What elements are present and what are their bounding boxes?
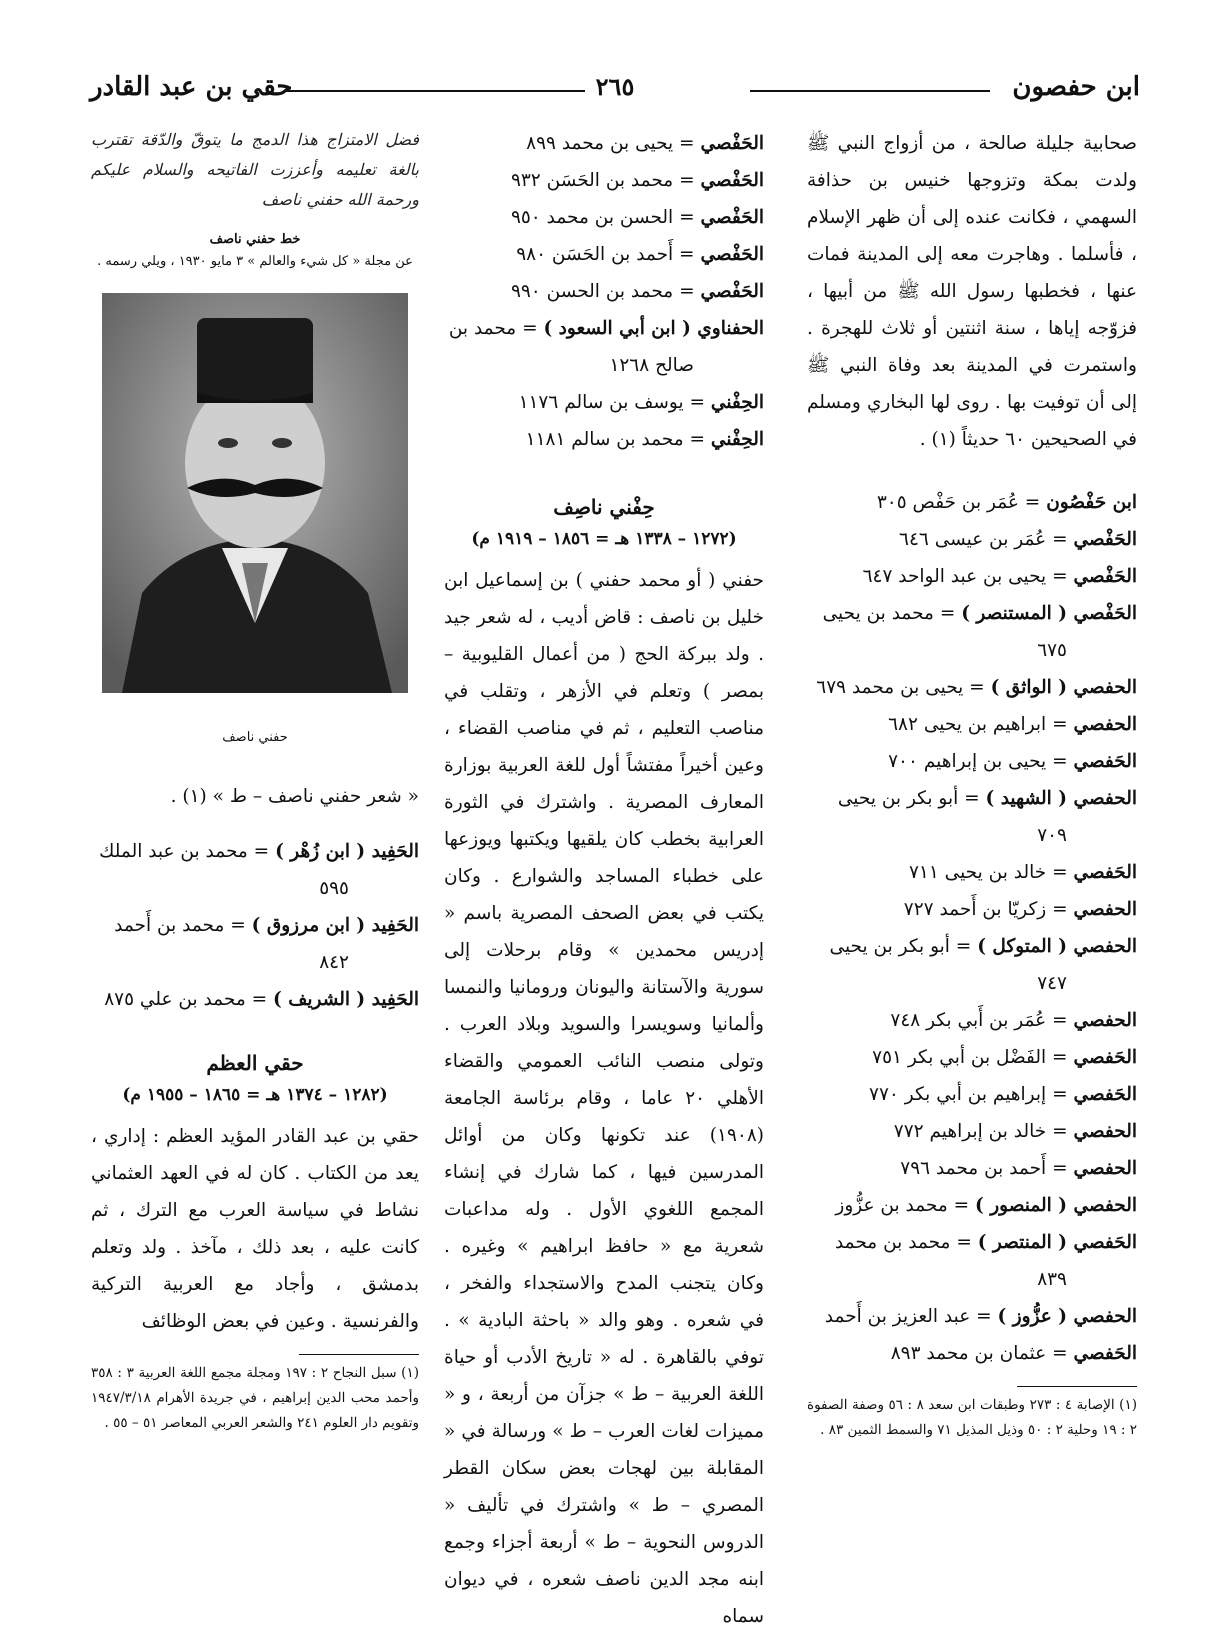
entry-continuation: ٨٤٢	[319, 952, 349, 973]
entry-head: الحَفصي	[1073, 1084, 1137, 1105]
index-entry	[444, 384, 764, 421]
handwriting-source: عن مجلة « كل شيء والعالم » ٣ مايو ١٩٣٠ ، ويلي رسمه .	[97, 254, 413, 269]
header-rule-right	[750, 90, 990, 92]
index-entry	[807, 521, 1137, 558]
index-entry	[91, 833, 419, 870]
bio-title-hifni: حِفْني ناصِف	[553, 495, 655, 519]
index-entry	[807, 891, 1137, 928]
index-entry	[807, 854, 1137, 891]
entry-head: الحَفْصي	[700, 207, 764, 228]
entry-continuation: ٧٠٩	[1037, 825, 1067, 846]
col3-footnote: (١) سبل النجاح ٢ : ١٩٧ ومجلة مجمع اللغة العربية ٣ : ٣٥٨ وأحمد محب الدين إبراهيم ، في جريدة الأهرام ١٩٤٧/٣/١٨ وتقويم دار العلوم ٢٤١ والشعر العربي المعاصر ٥١ – ٥٥ .	[91, 1365, 419, 1431]
entry-head: الحَفْصي	[700, 170, 764, 191]
entry-text: = الفَضْل بن أبي بكر ٧٥١	[872, 1047, 1074, 1068]
index-entry	[91, 907, 419, 944]
bio-text-haqqi: حقي بن عبد القادر المؤيد العظم : إداري ، يعد من الكتاب . كان له في العهد العثماني نشاط في سياسة العرب مع الترك ، ثم كانت عليه ، بعد ذلك ، مآخذ . ولد وتعلم بدمشق ، وأجاد مع العربية التركية والفرنسية . وعين في بعض الوظائف	[91, 1126, 419, 1332]
index-entry	[807, 669, 1137, 706]
entry-head: الحَفصي	[1073, 862, 1137, 883]
entry-head: الحفصي	[1073, 1158, 1137, 1179]
page-header	[90, 72, 1140, 112]
entry-continuation: ٧٤٧	[1037, 973, 1067, 994]
entry-head: الحفصي	[1073, 1010, 1137, 1031]
index-entry	[807, 1076, 1137, 1113]
col3-entries	[91, 833, 419, 1018]
index-entry	[444, 310, 764, 347]
index-entry	[807, 1335, 1137, 1372]
index-entry	[807, 1187, 1137, 1224]
entry-continuation: ٨٣٩	[1037, 1269, 1067, 1290]
footnote-rule-left	[299, 1354, 419, 1355]
entry-text: = محمد بن سالم ١١٨١	[525, 429, 711, 450]
entry-continuation: ٥٩٥	[319, 878, 349, 899]
entry-head: الحفصي	[1073, 899, 1137, 920]
entry-head: الحفصي ( الواثق )	[990, 677, 1137, 698]
entry-continuation: ٦٧٥	[1037, 640, 1067, 661]
entry-head: الحفصي	[1073, 1121, 1137, 1142]
entry-text: = محمد بن محمد	[834, 1232, 978, 1253]
col1-footnote: (١) الإصابة ٤ : ٢٧٣ وطبقات ابن سعد ٨ : ٥٦ وصفة الصفوة ٢ : ١٩ وحلية ٢ : ٥٠ وذيل المذيل ٧١ والسمط الثمين ٨٣ .	[807, 1397, 1137, 1438]
bio-text-hifni: حفني ( أو محمد حفني ) بن إسماعيل ابن خليل بن ناصف : قاض أديب ، له شعر جيد . ولد ببركة الحج ( من أعمال القليوبية – بمصر ) وتعلم في الأزهر ، وتقلب في مناصب التعليم ، ثم في مناصب القضاء ، وعين أخيراً مفتشاً أول للغة العربية بوزارة المعارف المصرية . واشترك في الثورة العرابية بخطب كان يلقيها ويكتبها ويوزعها على خطباء المساجد والشوارع . وكان يكتب في بعض الصحف المصرية باسم « إدريس محمدين » وقام برحلات إلى سورية والآستانة واليونان ورومانيا والنمسا وألمانيا وسويسرا والسويد وبلاد العرب . وتولى منصب النائب العمومي والقضاء الأهلي ٢٠ عاما ، وقام برئاسة الجامعة (١٩٠٨) عند تكونها وكان من أوائل المدرسين فيها ، كما شارك في إنشاء المجمع اللغوي الأول . وله مداعبات شعرية مع « حافظ ابراهيم » وغيره . وكان يتجنب المدح والاستجداء والفخر ، في شعره . وهو والد « باحثة البادية » . توفي بالقاهرة . له « تاريخ الأدب أو حياة اللغة العربية – ط » جزآن من أربعة ، و « مميزات لغات العرب – ط » ورسالة في « المقابلة بين لهجات بعض سكان القطر المصري – ط » واشترك في تأليف « الدروس النحوية – ط » أربعة أجزاء وجمع ابنه مجد الدين ناصف شعره ، في ديوان سماه	[444, 570, 764, 1627]
handwriting-caption: خط حفني ناصف	[209, 232, 301, 247]
portrait-photo	[102, 293, 408, 693]
entry-text: = يوسف بن سالم ١١٧٦	[518, 392, 711, 413]
entry-head: الحَفْصي	[1073, 529, 1137, 550]
entry-text: = خالد بن يحيى ٧١١	[908, 862, 1074, 883]
bio-dates-hifni: (١٢٧٢ – ١٣٣٨ هـ = ١٨٥٦ – ١٩١٩ م)	[471, 529, 737, 549]
col2-entries	[444, 125, 764, 458]
entry-text: = أبو بكر بن يحيى	[829, 936, 978, 957]
entry-head: الحِفْني	[710, 429, 764, 450]
index-entry	[807, 1224, 1137, 1261]
index-entry	[444, 421, 764, 458]
column-right	[807, 125, 1137, 1443]
entry-text: = زكريّا بن أَحمد ٧٢٧	[903, 899, 1074, 920]
entry-text: = محمد بن الحَسَن ٩٣٢	[510, 170, 701, 191]
entry-text: = الحسن بن محمد ٩٥٠	[510, 207, 701, 228]
bio-title-haqqi: حقي العظم	[206, 1051, 304, 1075]
index-entry	[444, 162, 764, 199]
index-entry	[444, 236, 764, 273]
entry-text: = يحيى بن محمد ٦٧٩	[816, 677, 991, 698]
index-entry	[807, 484, 1137, 521]
entry-text: = محمد بن الحسن ٩٩٠	[510, 281, 701, 302]
entry-head: الحَفِيد ( الشريف )	[273, 989, 419, 1010]
index-entry	[91, 981, 419, 1018]
entry-head: الحَفِيد ( ابن مرزوق )	[251, 915, 419, 936]
entry-text: = أَحمد بن الحَسَن ٩٨٠	[516, 244, 701, 265]
entry-head: الحَفصي	[1073, 1343, 1137, 1364]
entry-head: الحَفْصي	[700, 244, 764, 265]
column-middle	[444, 125, 764, 1635]
entry-text: = عبد العزيز بن أَحمد	[824, 1306, 998, 1327]
entry-head: الحفناوي ( ابن أبي السعود )	[543, 318, 764, 339]
index-entry	[807, 1039, 1137, 1076]
entry-head: الحَفْصي	[1073, 566, 1137, 587]
entry-head: الحفصي ( المنصور )	[975, 1195, 1137, 1216]
entry-text: = عُمَر بن حَفْص ٣٠٥	[876, 492, 1047, 513]
entry-text: = إبراهيم بن أبي بكر ٧٧٠	[869, 1084, 1074, 1105]
entry-head: ابن حَفْصُون	[1046, 492, 1137, 513]
entry-head: الحفصي ( المتوكل )	[977, 936, 1137, 957]
index-entry	[807, 1002, 1137, 1039]
entry-text: = محمد بن عزُّوز	[835, 1195, 976, 1216]
entry-text: = عثمان بن محمد ٨٩٣	[890, 1343, 1074, 1364]
entry-text: = خالد بن إبراهيم ٧٧٢	[893, 1121, 1074, 1142]
entry-text: = ابراهيم بن يحيى ٦٨٢	[888, 714, 1074, 735]
header-right-title: ابن حفصون	[1012, 72, 1140, 102]
col1-entries	[807, 484, 1137, 1372]
index-entry	[807, 595, 1137, 632]
entry-text: = يحيى بن عبد الواحد ٦٤٧	[862, 566, 1074, 587]
entry-head: الحَفْصي ( المستنصر )	[961, 603, 1137, 624]
portrait-illustration	[102, 293, 408, 693]
poetry-note: « شعر حفني ناصف – ط » (١) .	[170, 786, 419, 807]
entry-head: الحَفصي ( المنتصر )	[977, 1232, 1137, 1253]
column-left	[91, 125, 419, 1436]
entry-text: = عُمَر بن عيسى ٦٤٦	[899, 529, 1074, 550]
entry-text: = أَحمد بن محمد ٧٩٦	[900, 1158, 1074, 1179]
page-number: ٢٦٥	[595, 72, 635, 101]
entry-head: الحَفصي	[1073, 751, 1137, 772]
col1-intro: صحابية جليلة صالحة ، من أزواج النبي ﷺ ولدت بمكة وتزوجها خنيس بن حذافة السهمي ، فكانت عنده إلى أن ظهر الإسلام ، فأسلما . وهاجرت معه إلى المدينة فمات عنها ، فخطبها رسول الله ﷺ من أبيها ، فزوّجه إياها ، سنة اثنتين أو ثلاث للهجرة . واستمرت في المدينة بعد وفاة النبي ﷺ إلى أن توفيت بها . روى لها البخاري ومسلم في الصحيحين ٦٠ حديثاً (١) .	[807, 133, 1137, 450]
footnote-rule	[1017, 1386, 1137, 1387]
entry-text: = محمد بن أَحمد	[114, 915, 252, 936]
index-entry	[444, 273, 764, 310]
entry-head: الحَفْصي	[700, 133, 764, 154]
entry-text: = أبو بكر بن يحيى	[837, 788, 986, 809]
header-rule-left	[285, 90, 585, 92]
index-entry	[444, 199, 764, 236]
index-entry	[807, 1298, 1137, 1335]
index-entry	[807, 780, 1137, 817]
entry-text: = محمد بن	[448, 318, 544, 339]
index-entry	[807, 928, 1137, 965]
entry-head: الحَفِيد ( ابن زُهْر )	[275, 841, 419, 862]
entry-text: = عُمَر بن أَبي بكر ٧٤٨	[890, 1010, 1074, 1031]
entry-head: الحفصي	[1073, 714, 1137, 735]
entry-text: = محمد بن علي ٨٧٥	[104, 989, 273, 1010]
entry-head: الحِفْني	[710, 392, 764, 413]
entry-continuation: صالح ١٢٦٨	[609, 355, 694, 376]
index-entry	[807, 558, 1137, 595]
entry-text: = يحيى بن محمد ٨٩٩	[526, 133, 701, 154]
entry-text: = يحيى بن إبراهيم ٧٠٠	[888, 751, 1074, 772]
entry-head: الحفصي ( الشهيد )	[985, 788, 1137, 809]
handwriting-sample: فضل الامتزاج هذا الدمج ما يتوقّ والدّقة تقترب بالغة تعليمه وأعززت الفاتيحه والسلام عليكم ورحمة الله حفني ناصف	[91, 130, 419, 209]
index-entry	[807, 706, 1137, 743]
entry-head: الحَفْصي	[700, 281, 764, 302]
bio-dates-haqqi: (١٢٨٢ – ١٣٧٤ هـ = ١٨٦٥ – ١٩٥٥ م)	[122, 1085, 388, 1105]
index-entry	[444, 125, 764, 162]
index-entry	[807, 1150, 1137, 1187]
portrait-caption: حفني ناصف	[222, 730, 288, 745]
index-entry	[807, 743, 1137, 780]
entry-head: الحَفصي	[1073, 1047, 1137, 1068]
entry-text: = محمد بن عبد الملك	[99, 841, 276, 862]
entry-text: = محمد بن يحيى	[822, 603, 962, 624]
entry-head: الحفصي ( عزُّوز )	[997, 1306, 1137, 1327]
index-entry	[807, 1113, 1137, 1150]
header-left-title: حقي بن عبد القادر	[90, 72, 293, 102]
